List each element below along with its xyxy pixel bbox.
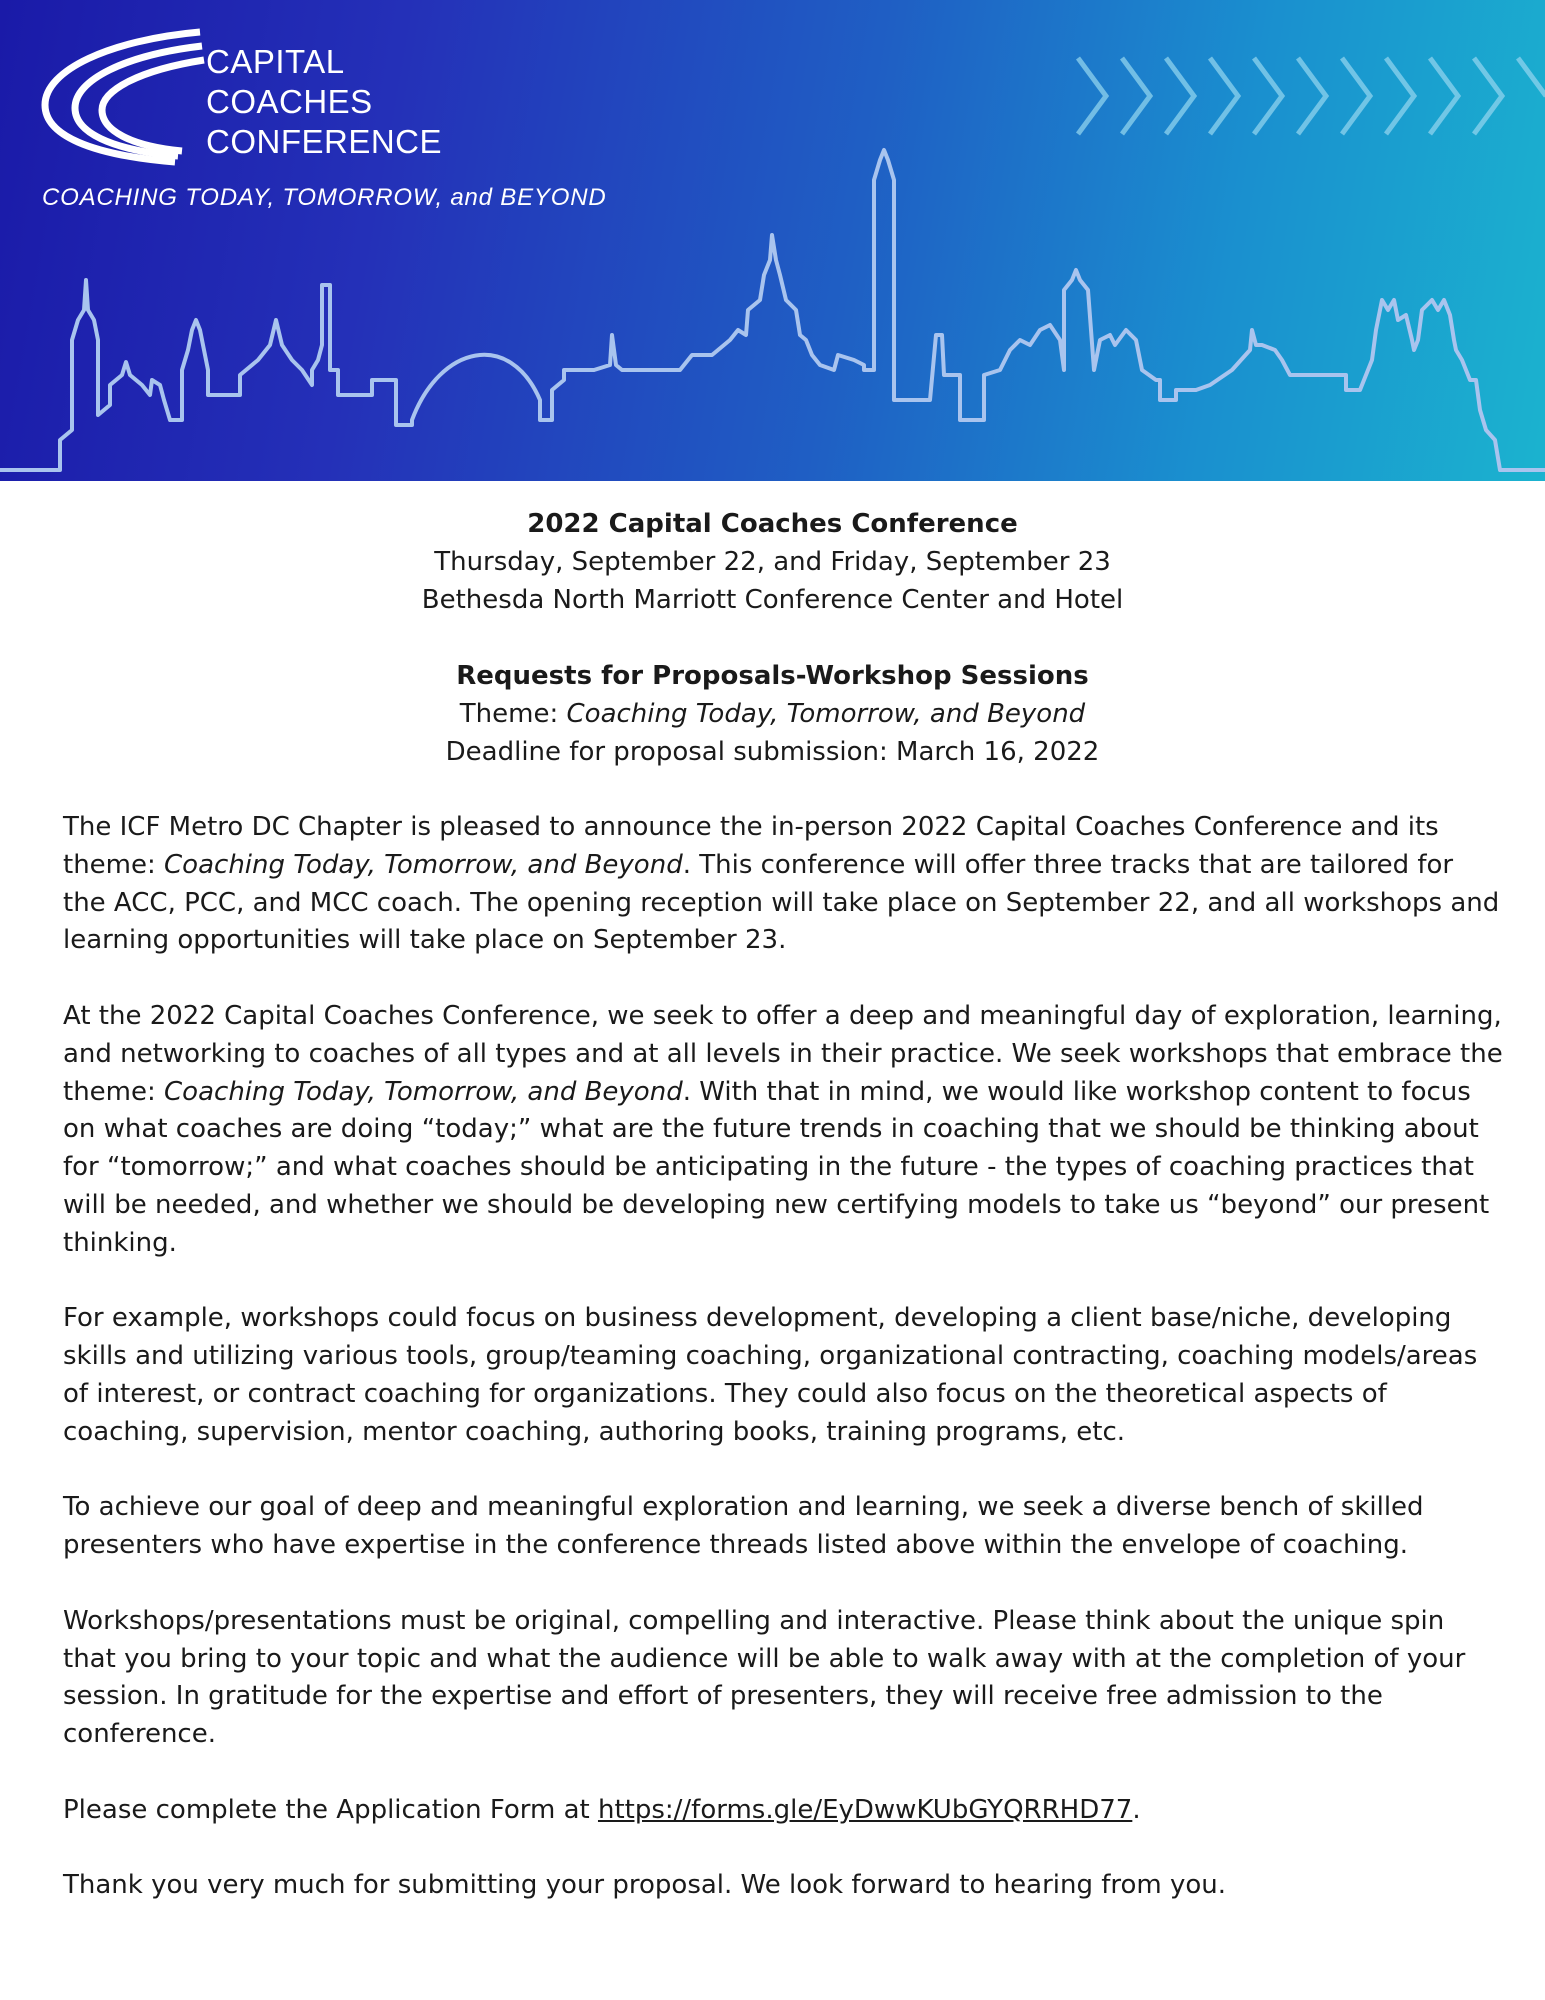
document-body [0, 481, 1545, 1905]
tagline: COACHING TODAY, TOMORROW, and BEYOND [42, 184, 607, 211]
header-banner [0, 0, 1545, 481]
deadline: Deadline for proposal submission: March 16, 2022 [445, 737, 1100, 767]
paragraph-text: . [1132, 1794, 1141, 1825]
logo-line: CONFERENCE [206, 123, 443, 160]
paragraph-goals [63, 998, 1503, 1263]
paragraph-text: The ICF Metro DC Chapter is pleased to announce the in-person 2022 Capital Coaches Conference and its theme: [63, 812, 1439, 880]
chevron-pattern-icon [1078, 58, 1545, 134]
logo-line: CAPITAL [206, 43, 345, 80]
application-form-link[interactable]: https://forms.gle/EyDwwKUbGYQRRHD77 [597, 1794, 1133, 1825]
event-venue: Bethesda North Marriott Conference Center and Hotel [421, 585, 1124, 615]
theme-line [0, 695, 1545, 733]
paragraph-text: . This conference will offer three tracks that are tailored for the ACC, PCC, and MCC coach. The opening reception will take place on September 22, and all workshops and learning opportunities will take place on September 23. [63, 849, 1500, 956]
paragraph-application [63, 1792, 1503, 1830]
paragraph-text: Please complete the Application Form at [63, 1794, 598, 1825]
rfp-title: Requests for Proposals-Workshop Sessions [456, 661, 1089, 691]
event-dates: Thursday, September 22, and Friday, September 23 [434, 547, 1111, 577]
logo-text [206, 42, 442, 162]
theme-emphasis: Coaching Today, Tomorrow, and Beyond [164, 849, 683, 880]
paragraph-text: At the 2022 Capital Coaches Conference, we seek to offer a deep and meaningful day of exploration, learning, and networking to coaches of all types and at all levels in their practice. We seek workshops that embrace the theme: [63, 1000, 1503, 1107]
logo-line: COACHES [206, 83, 373, 120]
event-info [0, 505, 1545, 771]
theme-emphasis: Coaching Today, Tomorrow, and Beyond [164, 1076, 683, 1107]
theme-label: Theme: [459, 699, 567, 729]
paragraph-requirements: Workshops/presentations must be original, compelling and interactive. Please think about the unique spin that you bring to your topic and what the audience will be able to walk away with at the completion of your session. In gratitude for the expertise and effort of presenters, they will receive free admission to the conference. [63, 1605, 1466, 1750]
paragraph-examples: For example, workshops could focus on business development, developing a client base/niche, developing skills and utilizing various tools, group/teaming coaching, organizational contracting, coaching models/areas of interest, or contract coaching for organizations. They could also focus on the theoretical aspects of coaching, supervision, mentor coaching, authoring books, training programs, etc. [63, 1303, 1478, 1447]
theme-value: Coaching Today, Tomorrow, and Beyond [566, 699, 1086, 729]
paragraph-intro [63, 809, 1503, 960]
logo-swoosh-icon [45, 32, 204, 162]
paragraph-text: . With that in mind, we would like workshop content to focus on what coaches are doing “today;” what are the future trends in coaching that we should be thinking about for “tomorrow;” and what coaches should be anticipating in the future - the types of coaching practices that will be needed, and whether we should be developing new certifying models to take us “beyond” our present thinking. [63, 1076, 1490, 1258]
paragraph-presenters: To achieve our goal of deep and meaningful exploration and learning, we seek a diverse bench of skilled presenters who have expertise in the conference threads listed above within the envelope of coaching. [63, 1492, 1424, 1561]
event-title: 2022 Capital Coaches Conference [527, 509, 1018, 539]
paragraph-closing: Thank you very much for submitting your proposal. We look forward to hearing from you. [63, 1870, 1227, 1901]
